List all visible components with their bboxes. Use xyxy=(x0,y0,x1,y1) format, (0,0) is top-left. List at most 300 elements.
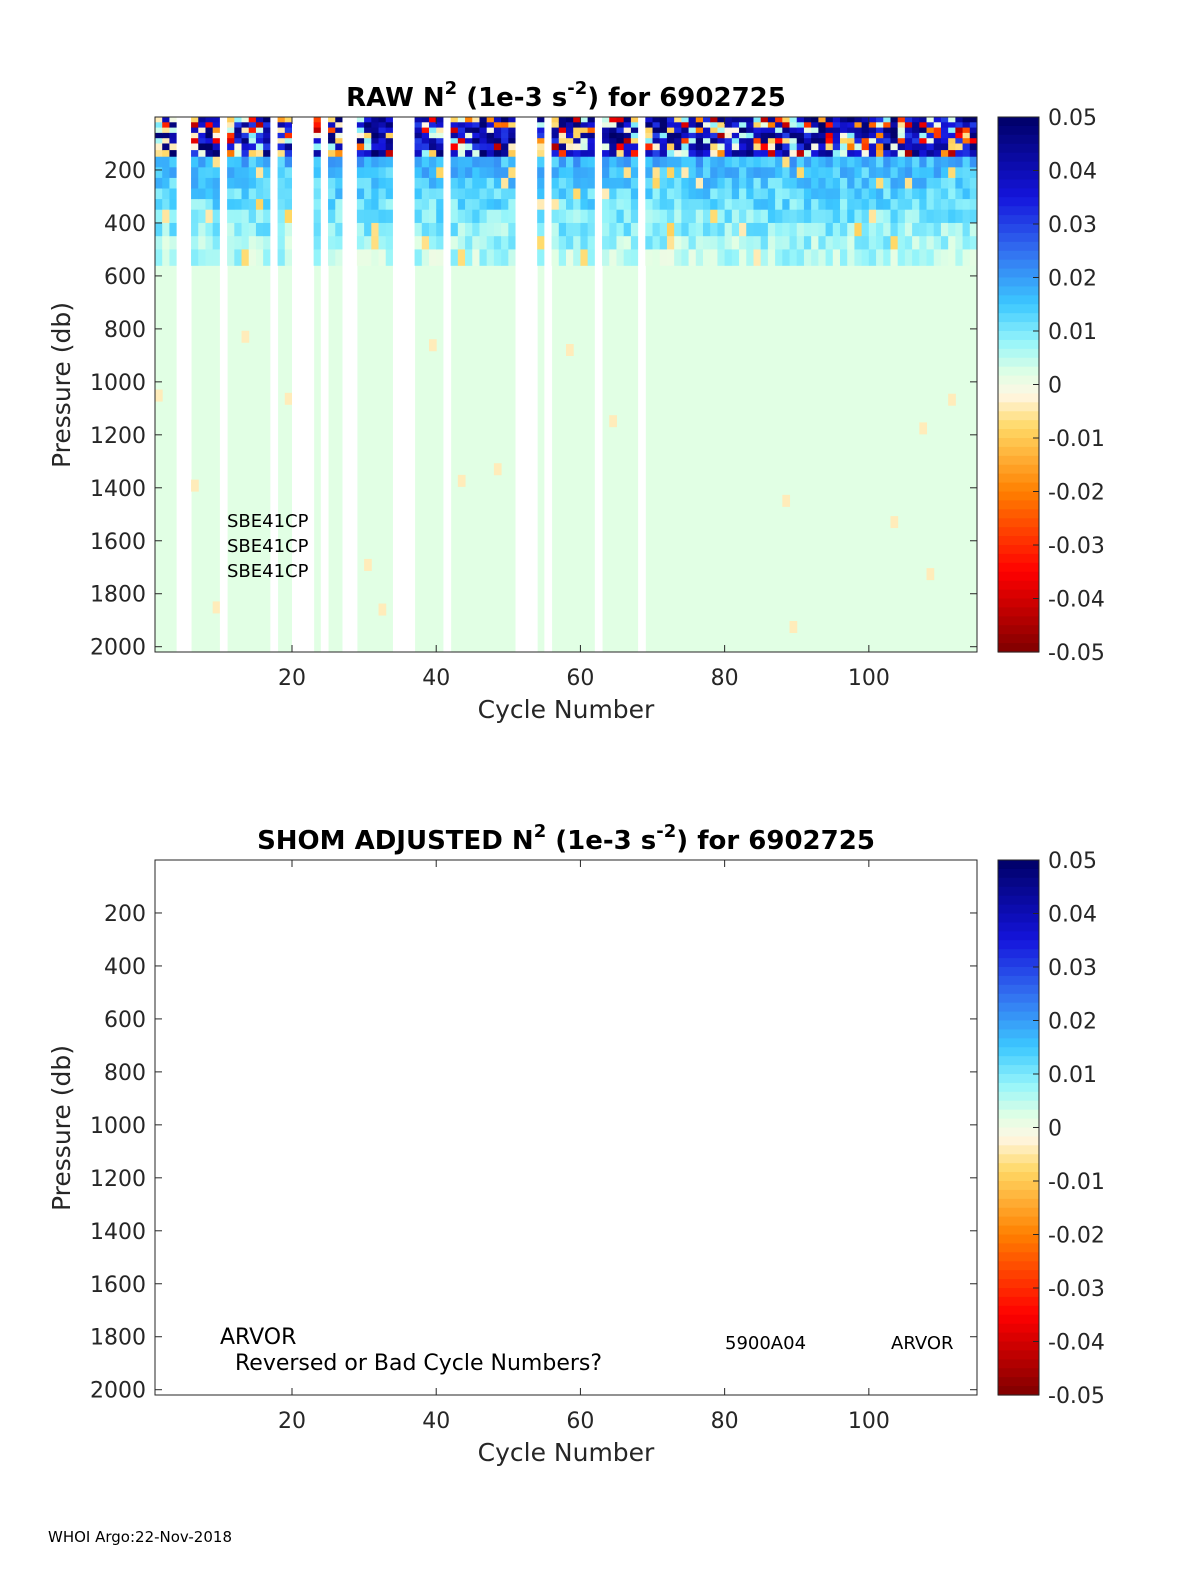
heatmap-cell xyxy=(970,133,978,139)
heatmap-cell xyxy=(811,199,819,210)
heatmap-cell xyxy=(609,150,617,157)
heatmap-cell xyxy=(552,236,560,250)
colorbar-swatch xyxy=(998,554,1039,564)
heatmap-cell xyxy=(198,223,206,237)
heatmap-cell xyxy=(782,138,790,144)
heatmap-cell xyxy=(761,178,769,189)
heatmap-cell xyxy=(278,128,286,134)
heatmap-cell xyxy=(335,150,343,157)
heatmap-cell xyxy=(912,178,920,189)
heatmap-cell xyxy=(494,189,502,200)
heatmap-cell xyxy=(790,133,798,139)
heatmap-cell xyxy=(508,138,516,144)
heatmap-cell xyxy=(761,133,769,139)
heatmap-cell xyxy=(479,223,487,237)
heatmap-cell xyxy=(631,189,639,200)
heatmap-cell xyxy=(746,236,754,250)
heatmap-cell xyxy=(552,150,560,157)
heatmap-cell xyxy=(753,122,761,128)
heatmap-cell xyxy=(386,122,394,128)
heatmap-cell xyxy=(465,133,473,139)
heatmap-cell xyxy=(415,122,423,128)
heatmap-cell xyxy=(898,178,906,189)
heatmap-cell xyxy=(934,117,942,123)
colorbar-swatch xyxy=(998,1038,1039,1048)
heatmap-cell xyxy=(955,223,963,237)
colorbar-swatch xyxy=(998,1074,1039,1084)
heatmap-cell xyxy=(494,122,502,128)
heatmap-cell xyxy=(818,249,826,265)
heatmap-cell xyxy=(696,210,704,224)
heatmap-cell xyxy=(624,249,632,265)
heatmap-cell xyxy=(653,189,661,200)
heatmap-cell xyxy=(465,178,473,189)
heatmap-cell xyxy=(689,236,697,250)
heatmap-cell xyxy=(717,143,725,150)
heatmap-cell xyxy=(328,122,336,128)
heatmap-cell xyxy=(746,210,754,224)
heatmap-cell xyxy=(415,150,423,157)
heatmap-cell xyxy=(487,133,495,139)
heatmap-cell xyxy=(314,117,322,123)
heatmap-cell xyxy=(415,167,423,178)
heatmap-cell xyxy=(191,122,199,128)
heatmap-cell xyxy=(371,128,379,134)
heatmap-cell xyxy=(645,122,653,128)
heatmap-cell xyxy=(934,249,942,265)
heatmap-cell xyxy=(919,223,927,237)
heatmap-cell xyxy=(804,128,812,134)
heatmap-cell xyxy=(609,122,617,128)
heatmap-cell xyxy=(213,236,221,250)
heatmap-cell xyxy=(386,128,394,134)
heatmap-cell xyxy=(710,189,718,200)
heatmap-cell xyxy=(948,117,956,123)
heatmap-cell xyxy=(826,210,834,224)
heatmap-cell xyxy=(537,128,545,134)
heatmap-cell xyxy=(249,167,257,178)
heatmap-cell xyxy=(198,143,206,150)
heatmap-cell xyxy=(919,143,927,150)
heatmap-cell xyxy=(782,189,790,200)
heatmap-cell xyxy=(761,150,769,157)
heatmap-cell xyxy=(314,150,322,157)
heatmap-cell xyxy=(472,122,480,128)
heatmap-cell xyxy=(645,138,653,144)
heatmap-cell xyxy=(458,249,466,265)
heatmap-cell xyxy=(364,236,372,250)
heatmap-cell xyxy=(854,117,862,123)
colorbar-swatch xyxy=(998,625,1039,635)
heatmap-cell xyxy=(314,236,322,250)
heatmap-cell xyxy=(609,249,617,265)
colorbar-swatch xyxy=(998,313,1039,323)
heatmap-cell xyxy=(566,344,574,356)
colorbar-swatch xyxy=(998,465,1039,475)
heatmap-cell xyxy=(970,236,978,250)
missing-cycle-column xyxy=(342,117,350,652)
heatmap-cell xyxy=(242,189,250,200)
heatmap-cell xyxy=(847,150,855,157)
heatmap-cell xyxy=(278,143,286,150)
heatmap-cell xyxy=(537,210,545,224)
heatmap-cell xyxy=(818,189,826,200)
heatmap-cell xyxy=(847,249,855,265)
colorbar-swatch xyxy=(998,126,1039,136)
heatmap-cell xyxy=(616,117,624,123)
heatmap-cell xyxy=(768,157,776,168)
missing-cycle-column xyxy=(184,117,192,652)
heatmap-cell xyxy=(963,167,971,178)
colorbar-swatch xyxy=(998,135,1039,145)
adjusted-float-type-label: ARVOR xyxy=(220,1325,297,1350)
heatmap-cell xyxy=(227,223,235,237)
heatmap-cell xyxy=(660,210,668,224)
heatmap-cell xyxy=(335,122,343,128)
heatmap-cell xyxy=(256,210,264,224)
heatmap-cell xyxy=(725,223,733,237)
x-tick-label: 80 xyxy=(710,666,739,691)
heatmap-cell xyxy=(739,199,747,210)
heatmap-cell xyxy=(934,122,942,128)
heatmap-cell xyxy=(451,167,459,178)
heatmap-cell xyxy=(371,236,379,250)
heatmap-cell xyxy=(205,128,213,134)
heatmap-cell xyxy=(782,210,790,224)
heatmap-cell xyxy=(674,223,682,237)
heatmap-cell xyxy=(155,236,163,250)
heatmap-cell xyxy=(155,390,163,402)
heatmap-cell xyxy=(876,157,884,168)
heatmap-cell xyxy=(155,167,163,178)
heatmap-cell xyxy=(501,167,509,178)
heatmap-cell xyxy=(862,189,870,200)
heatmap-cell xyxy=(667,249,675,265)
heatmap-cell xyxy=(335,167,343,178)
heatmap-cell xyxy=(198,178,206,189)
heatmap-cell xyxy=(876,178,884,189)
heatmap-cell xyxy=(552,167,560,178)
heatmap-cell xyxy=(927,150,935,157)
heatmap-cell xyxy=(573,128,581,134)
heatmap-cell xyxy=(249,210,257,224)
heatmap-cell xyxy=(948,122,956,128)
heatmap-cell xyxy=(458,199,466,210)
heatmap-cell xyxy=(364,199,372,210)
heatmap-cell xyxy=(919,199,927,210)
heatmap-cell xyxy=(278,249,286,265)
heatmap-cell xyxy=(278,133,286,139)
heatmap-cell xyxy=(890,236,898,250)
heatmap-cell xyxy=(797,236,805,250)
heatmap-cell xyxy=(609,210,617,224)
heatmap-cell xyxy=(732,143,740,150)
heatmap-cell xyxy=(847,167,855,178)
heatmap-cell xyxy=(919,178,927,189)
heatmap-cell xyxy=(191,210,199,224)
heatmap-cell xyxy=(263,122,271,128)
heatmap-cell xyxy=(833,143,841,150)
colorbar-swatch xyxy=(998,393,1039,403)
heatmap-cell xyxy=(566,167,574,178)
adjusted-warning-label: Reversed or Bad Cycle Numbers? xyxy=(235,1351,603,1376)
heatmap-cell xyxy=(905,178,913,189)
heatmap-cell xyxy=(285,150,293,157)
heatmap-cell xyxy=(494,150,502,157)
heatmap-cell xyxy=(746,133,754,139)
heatmap-cell xyxy=(191,189,199,200)
heatmap-cell xyxy=(753,157,761,168)
heatmap-cell xyxy=(660,189,668,200)
heatmap-cell xyxy=(746,117,754,123)
colorbar-swatch xyxy=(998,1243,1039,1253)
heatmap-cell xyxy=(660,117,668,123)
heatmap-cell xyxy=(256,143,264,150)
heatmap-cell xyxy=(862,122,870,128)
heatmap-cell xyxy=(689,210,697,224)
heatmap-cell xyxy=(689,143,697,150)
heatmap-cell xyxy=(674,117,682,123)
heatmap-cell xyxy=(609,415,617,427)
heatmap-cell xyxy=(508,210,516,224)
heatmap-cell xyxy=(501,223,509,237)
heatmap-cell xyxy=(703,143,711,150)
heatmap-cell xyxy=(335,199,343,210)
heatmap-cell xyxy=(681,249,689,265)
heatmap-cell xyxy=(242,167,250,178)
heatmap-cell xyxy=(710,249,718,265)
heatmap-cell xyxy=(862,150,870,157)
colorbar-swatch xyxy=(998,304,1039,314)
colorbar-swatch xyxy=(998,402,1039,412)
heatmap-cell xyxy=(797,178,805,189)
heatmap-cell xyxy=(191,117,199,123)
heatmap-cell xyxy=(746,189,754,200)
heatmap-cell xyxy=(465,143,473,150)
heatmap-cell xyxy=(963,223,971,237)
heatmap-cell xyxy=(912,167,920,178)
colorbar-swatch xyxy=(998,260,1039,270)
heatmap-cell xyxy=(472,128,480,134)
heatmap-cell xyxy=(869,150,877,157)
heatmap-cell xyxy=(379,122,387,128)
heatmap-cell xyxy=(263,128,271,134)
heatmap-cell xyxy=(696,138,704,144)
heatmap-cell xyxy=(653,249,661,265)
heatmap-cell xyxy=(379,604,387,616)
heatmap-cell xyxy=(840,138,848,144)
heatmap-cell xyxy=(573,138,581,144)
heatmap-cell xyxy=(379,223,387,237)
heatmap-cell xyxy=(782,117,790,123)
colorbar-swatch xyxy=(998,1306,1039,1316)
heatmap-cell xyxy=(919,210,927,224)
heatmap-cell xyxy=(429,138,437,144)
heatmap-cell xyxy=(840,199,848,210)
heatmap-cell xyxy=(328,223,336,237)
missing-cycle-column xyxy=(321,117,329,652)
heatmap-cell xyxy=(472,150,480,157)
colorbar-swatch xyxy=(998,492,1039,502)
heatmap-cell xyxy=(898,122,906,128)
heatmap-cell xyxy=(883,178,891,189)
colorbar-swatch xyxy=(998,1110,1039,1120)
heatmap-cell xyxy=(198,128,206,134)
heatmap-cell xyxy=(494,223,502,237)
heatmap-cell xyxy=(681,189,689,200)
heatmap-cell xyxy=(753,138,761,144)
heatmap-cell xyxy=(494,138,502,144)
heatmap-cell xyxy=(732,223,740,237)
heatmap-cell xyxy=(458,143,466,150)
adjusted-float-type-label-right: ARVOR xyxy=(891,1333,954,1354)
heatmap-cell xyxy=(753,150,761,157)
heatmap-cell xyxy=(847,122,855,128)
heatmap-cell xyxy=(494,133,502,139)
heatmap-cell xyxy=(970,189,978,200)
heatmap-cell xyxy=(364,559,372,571)
heatmap-cell xyxy=(890,122,898,128)
heatmap-cell xyxy=(458,236,466,250)
heatmap-cell xyxy=(242,138,250,144)
heatmap-cell xyxy=(588,117,596,123)
colorbar-swatch xyxy=(998,1119,1039,1129)
colorbar-swatch xyxy=(998,572,1039,582)
heatmap-cell xyxy=(263,117,271,123)
heatmap-cell xyxy=(213,150,221,157)
heatmap-cell xyxy=(790,249,798,265)
heatmap-cell xyxy=(537,223,545,237)
heatmap-cell xyxy=(465,167,473,178)
heatmap-cell xyxy=(761,138,769,144)
heatmap-cell xyxy=(782,199,790,210)
heatmap-cell xyxy=(357,150,365,157)
heatmap-cell xyxy=(631,157,639,168)
heatmap-cell xyxy=(609,223,617,237)
colorbar-swatch xyxy=(998,500,1039,510)
heatmap-cell xyxy=(681,178,689,189)
heatmap-cell xyxy=(566,117,574,123)
heatmap-cell xyxy=(508,122,516,128)
heatmap-cell xyxy=(501,138,509,144)
heatmap-cell xyxy=(501,236,509,250)
heatmap-cell xyxy=(169,249,177,265)
heatmap-cell xyxy=(371,178,379,189)
y-tick-label: 600 xyxy=(104,1007,146,1033)
y-tick-label: 2000 xyxy=(90,1378,146,1404)
heatmap-cell xyxy=(689,223,697,237)
heatmap-cell xyxy=(912,117,920,123)
heatmap-cell xyxy=(631,117,639,123)
heatmap-cell xyxy=(717,199,725,210)
heatmap-cell xyxy=(429,199,437,210)
heatmap-cell xyxy=(242,150,250,157)
heatmap-cell xyxy=(717,210,725,224)
heatmap-cell xyxy=(710,133,718,139)
heatmap-cell xyxy=(862,128,870,134)
heatmap-cell xyxy=(826,143,834,150)
heatmap-cell xyxy=(285,167,293,178)
heatmap-cell xyxy=(674,122,682,128)
heatmap-cell xyxy=(234,167,242,178)
y-tick-label: 400 xyxy=(104,211,146,237)
heatmap-cell xyxy=(898,223,906,237)
heatmap-cell xyxy=(278,150,286,157)
heatmap-cell xyxy=(919,236,927,250)
heatmap-cell xyxy=(242,223,250,237)
heatmap-cell xyxy=(580,167,588,178)
heatmap-cell xyxy=(797,199,805,210)
heatmap-cell xyxy=(725,128,733,134)
colorbar-swatch xyxy=(998,1136,1039,1146)
heatmap-cell xyxy=(653,210,661,224)
heatmap-cell xyxy=(703,157,711,168)
colorbar-swatch xyxy=(998,643,1039,653)
colorbar-swatch xyxy=(998,967,1039,977)
heatmap-cell xyxy=(963,150,971,157)
heatmap-cell xyxy=(905,117,913,123)
heatmap-cell xyxy=(552,133,560,139)
heatmap-cell xyxy=(840,128,848,134)
heatmap-cell xyxy=(256,117,264,123)
heatmap-cell xyxy=(155,157,163,168)
heatmap-cell xyxy=(710,143,718,150)
heatmap-cell xyxy=(552,199,560,210)
heatmap-cell xyxy=(624,157,632,168)
heatmap-cell xyxy=(508,128,516,134)
heatmap-cell xyxy=(256,150,264,157)
heatmap-cell xyxy=(335,210,343,224)
heatmap-cell xyxy=(660,143,668,150)
heatmap-cell xyxy=(934,189,942,200)
heatmap-cell xyxy=(840,150,848,157)
heatmap-cell xyxy=(371,138,379,144)
heatmap-cell xyxy=(263,199,271,210)
heatmap-cell xyxy=(364,143,372,150)
heatmap-cell xyxy=(169,210,177,224)
heatmap-cell xyxy=(580,210,588,224)
colorbar-swatch xyxy=(998,1199,1039,1209)
colorbar-tick-label: -0.03 xyxy=(1048,534,1105,559)
heatmap-cell xyxy=(285,143,293,150)
heatmap-cell xyxy=(775,210,783,224)
heatmap-cell xyxy=(580,249,588,265)
heatmap-cell xyxy=(753,236,761,250)
heatmap-cell xyxy=(285,122,293,128)
heatmap-cell xyxy=(328,157,336,168)
heatmap-cell xyxy=(725,143,733,150)
heatmap-cell xyxy=(645,199,653,210)
colorbar-swatch xyxy=(998,295,1039,305)
heatmap-cell xyxy=(379,199,387,210)
heatmap-cell xyxy=(422,122,430,128)
heatmap-cell xyxy=(746,223,754,237)
heatmap-cell xyxy=(790,210,798,224)
colorbar-swatch xyxy=(998,429,1039,439)
heatmap-cell xyxy=(285,133,293,139)
heatmap-cell xyxy=(198,167,206,178)
heatmap-cell xyxy=(876,210,884,224)
y-tick-label: 1000 xyxy=(90,370,146,396)
heatmap-cell xyxy=(833,199,841,210)
heatmap-cell xyxy=(357,223,365,237)
heatmap-cell xyxy=(379,150,387,157)
heatmap-cell xyxy=(508,157,516,168)
heatmap-cell xyxy=(162,133,170,139)
heatmap-cell xyxy=(775,117,783,123)
heatmap-cell xyxy=(811,138,819,144)
colorbar-swatch xyxy=(998,1386,1039,1396)
